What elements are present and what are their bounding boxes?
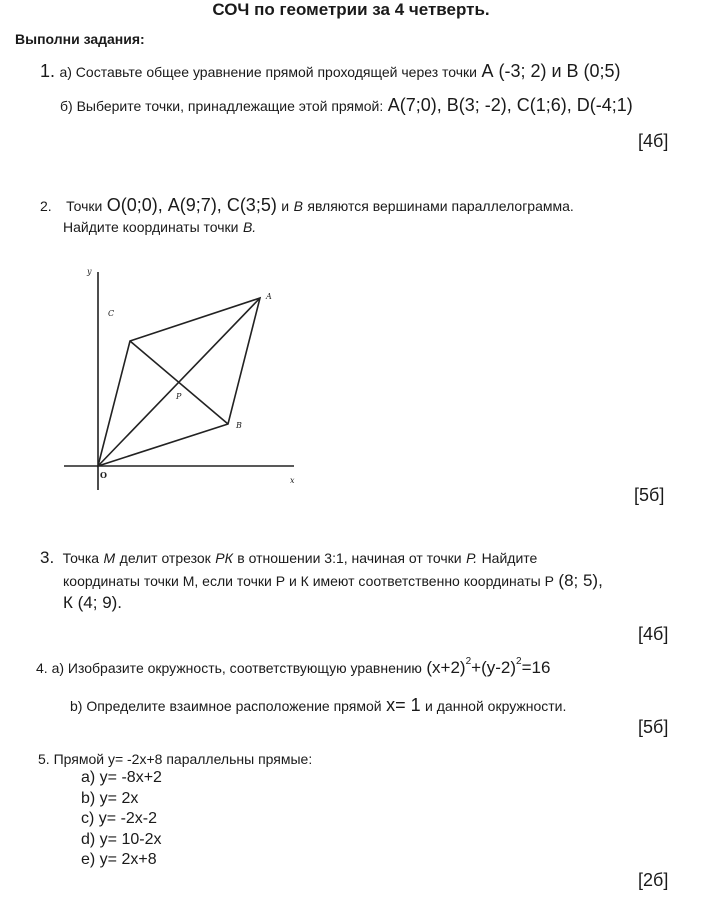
task4-line-b: [70, 695, 566, 716]
task5-option-c: c) y= -2x-2: [81, 810, 158, 827]
task1-b-points: А(7;0), В(3; -2), С(1;6), D(-4;1): [387, 95, 633, 115]
task4-a-text: 4. а) Изобразите окружность, соответствующую уравнению: [36, 660, 422, 676]
task3-l1-c: в отношении 3:1, начиная от точки: [237, 550, 462, 566]
task3-line-3: К (4; 9).: [63, 593, 123, 612]
task3-l1-P: Р.: [466, 550, 478, 566]
task1-number: 1.: [40, 61, 56, 81]
label-y: y: [87, 267, 92, 276]
task2-line2-B: B.: [242, 219, 257, 235]
eq-exp-2: 2: [516, 656, 522, 667]
eq-part-2: +(y-2): [471, 658, 517, 677]
eq-exp-1: 2: [465, 656, 472, 667]
task4-b-text: b) Определите взаимное расположение прямой: [70, 698, 382, 714]
task5-score: [2б]: [638, 870, 669, 890]
task4-line-a: [36, 658, 550, 678]
task4-b-suffix: и данной окружности.: [425, 698, 567, 714]
page-title: СОЧ по геометрии за 4 четверть.: [212, 0, 490, 19]
task1-a-points: А (-3; 2) и В (0;5): [481, 61, 621, 81]
task2-line-1: [40, 195, 574, 216]
task2-number: 2.: [40, 198, 52, 214]
task3-l2-b: (8; 5),: [558, 571, 603, 590]
task1-score: [4б]: [638, 131, 669, 151]
task1-line-a: [40, 61, 621, 82]
task2-line2-text: Найдите координаты точки: [63, 219, 239, 235]
task3-l1-d: Найдите: [481, 550, 538, 566]
task3-line-1: [40, 548, 537, 568]
task1-line-b: [60, 95, 633, 116]
task3-l1-PK: РК: [215, 550, 233, 566]
task5-option-d: d) y= 10-2x: [81, 831, 162, 848]
task2-score: [5б]: [634, 485, 665, 505]
task1-b-text: б) Выберите точки, принадлежащие этой прямой:: [60, 98, 384, 114]
label-x: x: [290, 476, 295, 485]
task4-b-eq: x= 1: [386, 695, 421, 715]
task3-l1-M: М: [103, 550, 116, 566]
task3-number: 3.: [40, 548, 55, 567]
label-B: B: [236, 421, 242, 430]
task3-l1-b: делит отрезок: [119, 550, 211, 566]
task5-option-e: e) y= 2x+8: [81, 851, 157, 868]
label-A: A: [266, 292, 272, 301]
task2-prefix: Точки: [66, 198, 103, 214]
task5-option-a: а) y= -8x+2: [81, 769, 162, 786]
task4-equation: [426, 658, 550, 677]
label-O: O: [100, 470, 107, 480]
task4-score: [5б]: [638, 717, 669, 737]
task2-suffix: являются вершинами параллелограмма.: [307, 198, 574, 214]
task1-a-text: а) Составьте общее уравнение прямой проходящей через точки: [59, 64, 478, 80]
eq-part-3: =16: [521, 658, 551, 677]
diagonal-CB: [130, 341, 228, 424]
task3-l2-a: координаты точки М, если точки Р и К имеют соответственно координаты Р: [63, 573, 554, 589]
parallelogram-figure: [62, 262, 302, 492]
task5-text: 5. Прямой y= -2x+8 параллельны прямые:: [38, 751, 313, 767]
label-C: C: [108, 309, 115, 318]
task3-line-2: [63, 571, 603, 591]
instruction: Выполни задания:: [15, 31, 145, 47]
eq-part-1: (x+2): [426, 658, 466, 677]
task2-and: и: [281, 198, 290, 214]
label-P: P: [176, 392, 182, 401]
task2-points: О(0;0), А(9;7), С(3;5): [106, 195, 277, 215]
task3-l1-a: Точка: [62, 550, 100, 566]
task2-B: В: [293, 198, 303, 214]
task3-score: [4б]: [638, 624, 669, 644]
task5-option-b: b) y= 2x: [81, 790, 139, 807]
task2-line-2: [63, 219, 256, 237]
